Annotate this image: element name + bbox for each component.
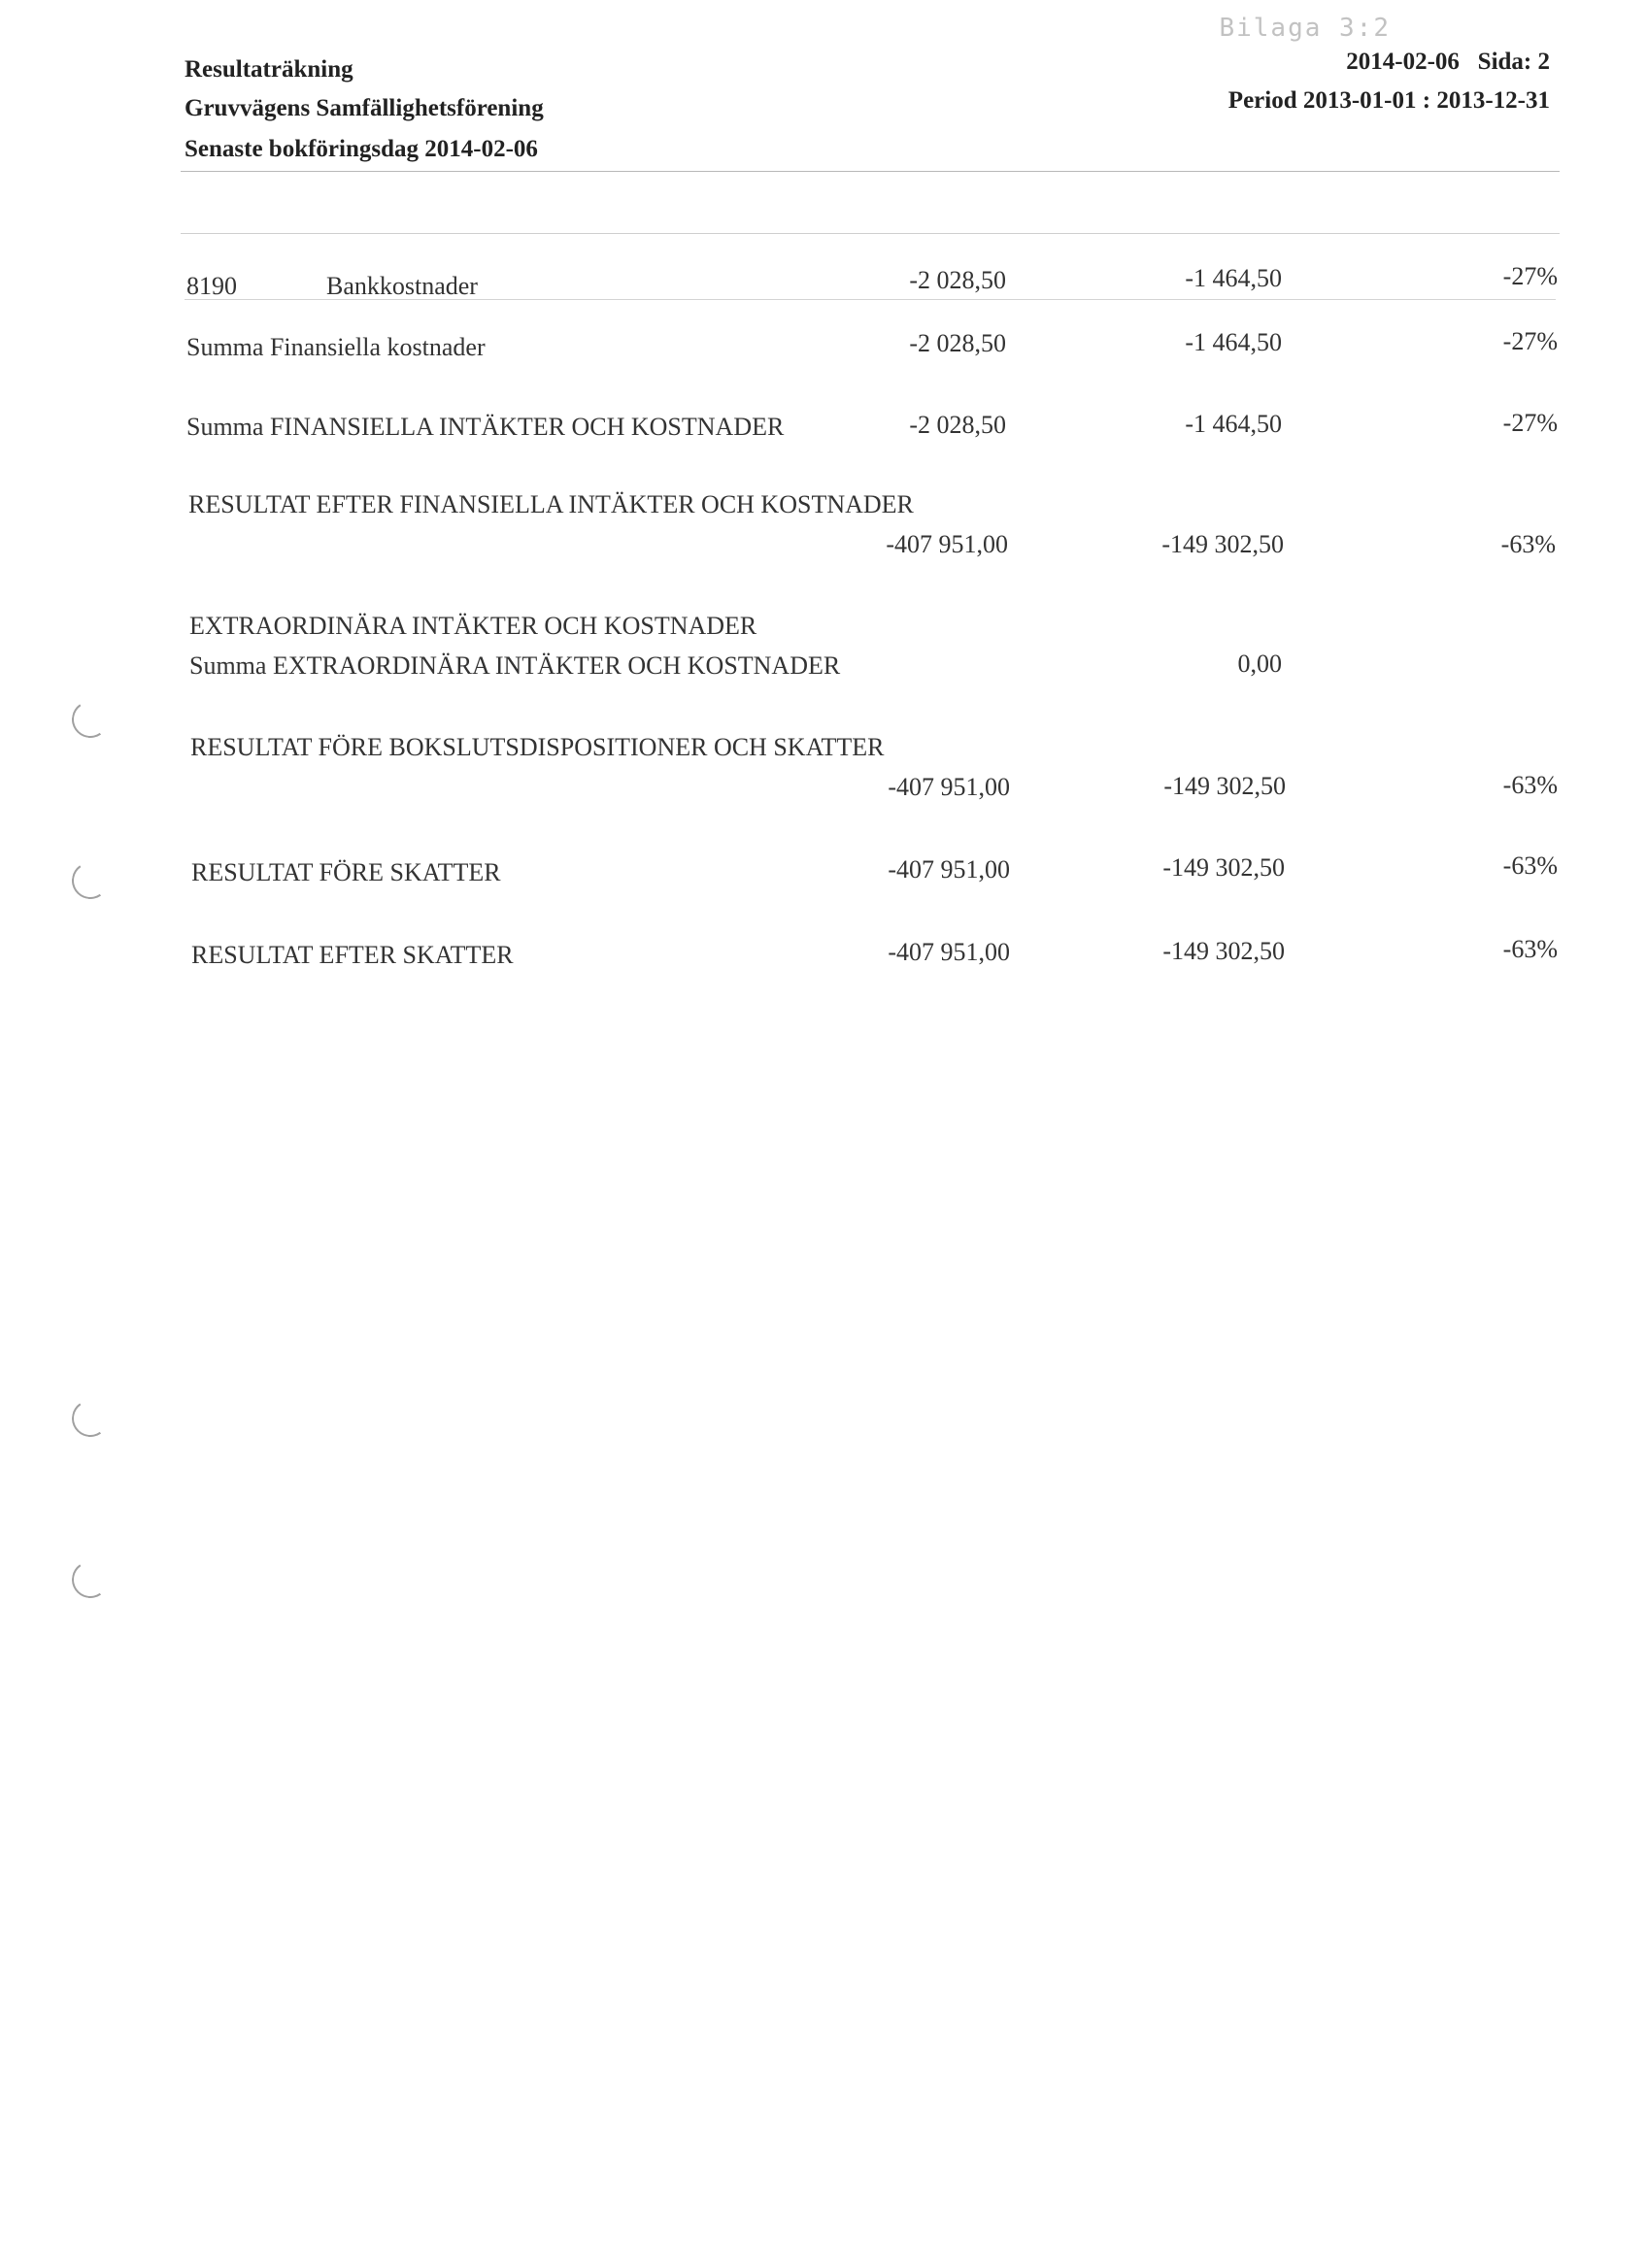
account-change-percent: -27%	[1502, 262, 1558, 290]
result-after-financial-change: -63%	[1500, 530, 1556, 558]
sum-financial-costs-label: Summa Finansiella kostnader	[186, 333, 486, 361]
date-and-page: 2014-02-06 Sida: 2	[1346, 49, 1550, 75]
column-header-divider	[181, 233, 1560, 234]
sum-financial-income-costs-previous: -1 464,50	[1185, 410, 1282, 438]
account-previous-value: -1 464,50	[1185, 264, 1282, 292]
extraordinary-sum-label: Summa EXTRAORDINÄRA INTÄKTER OCH KOSTNADER	[189, 651, 841, 680]
punch-hole-2	[69, 859, 112, 902]
appendix-stamp: Bilaga 3:2	[1219, 14, 1391, 43]
extraordinary-heading: EXTRAORDINÄRA INTÄKTER OCH KOSTNADER	[189, 612, 757, 640]
result-before-tax-current: -407 951,00	[888, 855, 1010, 884]
account-name: Bankkostnader	[326, 272, 478, 300]
organization-name: Gruvvägens Samfällighetsförening	[185, 95, 544, 121]
sum-financial-costs-change: -27%	[1502, 327, 1558, 355]
last-booking-day: Senaste bokföringsdag 2014-02-06	[185, 136, 538, 162]
result-before-tax-label: RESULTAT FÖRE SKATTER	[191, 858, 501, 886]
result-before-dispositions-change: -63%	[1502, 771, 1558, 799]
report-period: Period 2013-01-01 : 2013-12-31	[1227, 87, 1550, 114]
result-before-dispositions-label: RESULTAT FÖRE BOKSLUTSDISPOSITIONER OCH SKATTER	[190, 733, 885, 761]
punch-hole-1	[69, 698, 112, 741]
result-before-tax-previous: -149 302,50	[1162, 853, 1285, 882]
account-current-value: -2 028,50	[909, 266, 1006, 294]
result-after-financial-previous: -149 302,50	[1161, 530, 1284, 558]
extraordinary-sum-previous: 0,00	[1237, 650, 1282, 678]
account-code: 8190	[186, 272, 237, 300]
punch-hole-4	[69, 1558, 112, 1601]
sum-financial-income-costs-change: -27%	[1502, 409, 1558, 437]
result-before-tax-change: -63%	[1502, 851, 1558, 880]
result-after-tax-label: RESULTAT EFTER SKATTER	[191, 941, 514, 969]
sum-financial-costs-previous: -1 464,50	[1185, 328, 1282, 356]
result-after-financial-label: RESULTAT EFTER FINANSIELLA INTÄKTER OCH KOSTNADER	[188, 490, 914, 518]
result-before-dispositions-previous: -149 302,50	[1163, 772, 1286, 800]
header-divider	[181, 171, 1560, 172]
result-after-tax-change: -63%	[1502, 935, 1558, 963]
sum-financial-income-costs-current: -2 028,50	[909, 411, 1006, 439]
sum-financial-costs-current: -2 028,50	[909, 329, 1006, 357]
sum-financial-income-costs-label: Summa FINANSIELLA INTÄKTER OCH KOSTNADER	[186, 413, 785, 441]
punch-hole-3	[69, 1397, 112, 1440]
result-after-tax-current: -407 951,00	[888, 938, 1010, 966]
report-title: Resultaträkning	[185, 56, 353, 83]
account-row-divider	[185, 299, 1556, 300]
result-before-dispositions-current: -407 951,00	[888, 773, 1010, 801]
result-after-financial-current: -407 951,00	[886, 530, 1008, 558]
result-after-tax-previous: -149 302,50	[1162, 937, 1285, 965]
